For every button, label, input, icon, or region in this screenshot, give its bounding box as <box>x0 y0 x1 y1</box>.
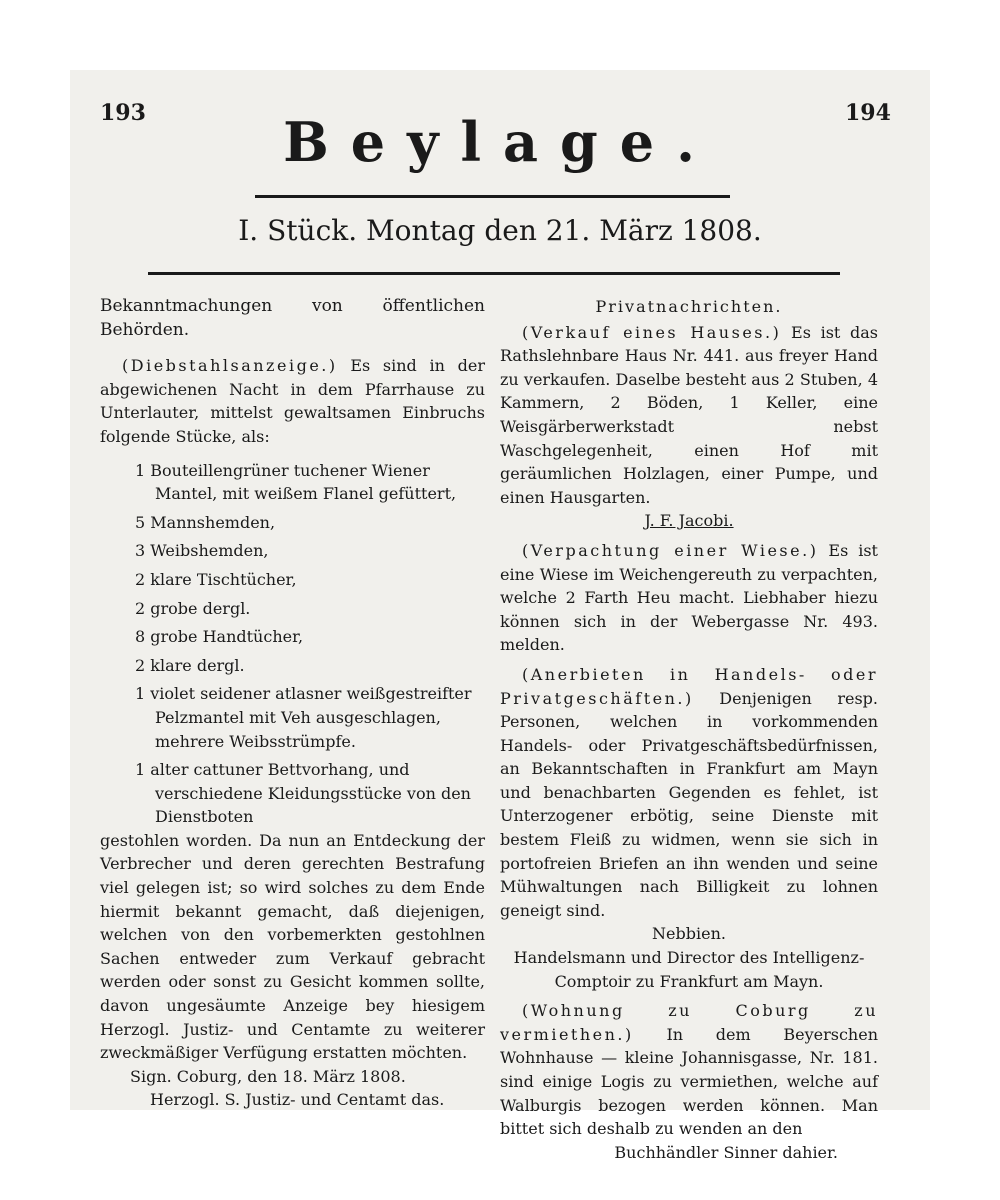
left-column <box>100 295 485 1112</box>
masthead-rule <box>255 195 730 198</box>
section-heading-official: Bekanntmachungen von öffentlichen Behörden. <box>100 296 485 340</box>
masthead-title: Beylage. <box>283 110 717 174</box>
list-item: 2 klare dergl. <box>135 655 245 675</box>
sign-authority: Herzogl. S. Justiz- und Centamt das. <box>150 1090 445 1110</box>
house-sale-text: Es ist das Rathslehnbare Haus Nr. 441. aus freyer Hand zu verkaufen. Daselbe besteht aus 2 Stuben, 4 Kammern, 2 Böden, 1 Keller, eine Weisgärberwerkstadt nebst Waschgelegenheit, einen Hof mit geräumlichen Holzlagen, einer Pumpe, und einen Hausgarten. <box>500 322 878 507</box>
list-item: 8 grobe Handtücher, <box>135 627 304 647</box>
apartment-rent-title: (Wohnung zu Coburg zu vermiethen.) <box>500 1001 878 1044</box>
theft-notice-intro <box>100 354 485 448</box>
theft-notice-body: gestohlen worden. Da nun an Entdeckung der Verbrecher und deren gerechten Bestrafung viel gelegen ist; so wird solches zu dem Ende hiermit bekannt gemacht, daß diejenigen, welchen von den vorbemerkten gestohlnen Sachen entweder zum Verkauf gebracht werden oder sonst zu Gesicht kommen sollte, davon ungesäumte Anzeige bey hiesigem Herzogl. Justiz- und Centamte zu weiterer zweckmäßiger Verfügung erstatten möchten. <box>100 830 485 1063</box>
list-item: 5 Mannshemden, <box>135 512 276 532</box>
business-offer-text: Denjenigen resp. Personen, welchen in vorkommenden Handels- oder Privatgeschäftsbedürfnissen, an Bekanntschaften in Frankfurt am Mayn und benachbarten Gegenden es fehlet, ist Unterzogener erbötig, seine Dienste mit bestem Fleiß zu widmen, wenn sie sich in portofreien Briefen an ihn wenden und seine Mühwaltungen nach Billigkeit zu lohnen geneigt sind. <box>500 688 878 920</box>
meadow-lease-title: (Verpachtung einer Wiese.) <box>522 540 819 560</box>
apartment-rent-signature: Buchhändler Sinner dahier. <box>614 1142 838 1162</box>
business-offer-title-line1: Handelsmann und Director des Intelligenz- <box>513 948 865 968</box>
apartment-rent-text: In dem Beyerschen Wohnhause — kleine Johannisgasse, Nr. 181. sind einige Logis zu vermiethen, welche auf Walburgis bezogen werden können. Man bittet sich deshalb zu wenden an den <box>500 1024 878 1139</box>
page-number-right: 194 <box>845 100 891 126</box>
page-number-left: 193 <box>100 100 146 126</box>
business-offer-title-line2: Comptoir zu Frankfurt am Mayn. <box>554 971 824 991</box>
list-item: 1 alter cattuner Bettvorhang, und verschiedene Kleidungsstücke von den Dienstboten <box>135 760 471 827</box>
right-column <box>500 295 878 1164</box>
apartment-rent-notice <box>500 999 878 1141</box>
list-item: 2 klare Tischtücher, <box>135 569 297 589</box>
theft-notice-text: Es sind in der abgewichenen Nacht in dem Pfarrhause zu Unterlauter, mittelst gewaltsamen Einbruchs folgende Stücke, als: <box>100 356 485 446</box>
list-item: 1 Bouteillengrüner tuchener Wiener Mantel, mit weißem Flanel gefüttert, <box>135 460 457 504</box>
theft-notice-title: (Diebstahlsanzeige.) <box>122 356 338 376</box>
business-offer-title: (Anerbieten in Handels- oder Privatgeschäften.) <box>500 664 878 708</box>
list-item: 1 violet seidener atlasner weißgestreifter Pelzmantel mit Veh ausgeschlagen, mehrere Weibsstrümpfe. <box>135 684 472 751</box>
list-item: 2 grobe dergl. <box>135 598 251 618</box>
list-item: 3 Weibshemden, <box>135 541 269 561</box>
business-offer-signature: Nebbien. <box>652 924 726 944</box>
meadow-lease-notice <box>500 539 878 657</box>
house-sale-signature: J. F. Jacobi. <box>644 511 734 531</box>
sign-date: Sign. Coburg, den 18. März 1808. <box>130 1066 406 1086</box>
issue-line: I. Stück. Montag den 21. März 1808. <box>238 214 762 247</box>
house-sale-title: (Verkauf eines Hauses.) <box>522 322 782 342</box>
business-offer-notice <box>500 663 878 923</box>
header-rule <box>148 272 840 275</box>
section-heading-private: Privatnachrichten. <box>595 297 783 316</box>
stolen-items-list <box>100 459 485 829</box>
meadow-lease-text: Es ist eine Wiese im Weichengereuth zu verpachten, welche 2 Farth Heu macht. Liebhaber hiezu können sich in der Webergasse Nr. 493. melden. <box>500 540 878 655</box>
house-sale-notice <box>500 321 878 510</box>
